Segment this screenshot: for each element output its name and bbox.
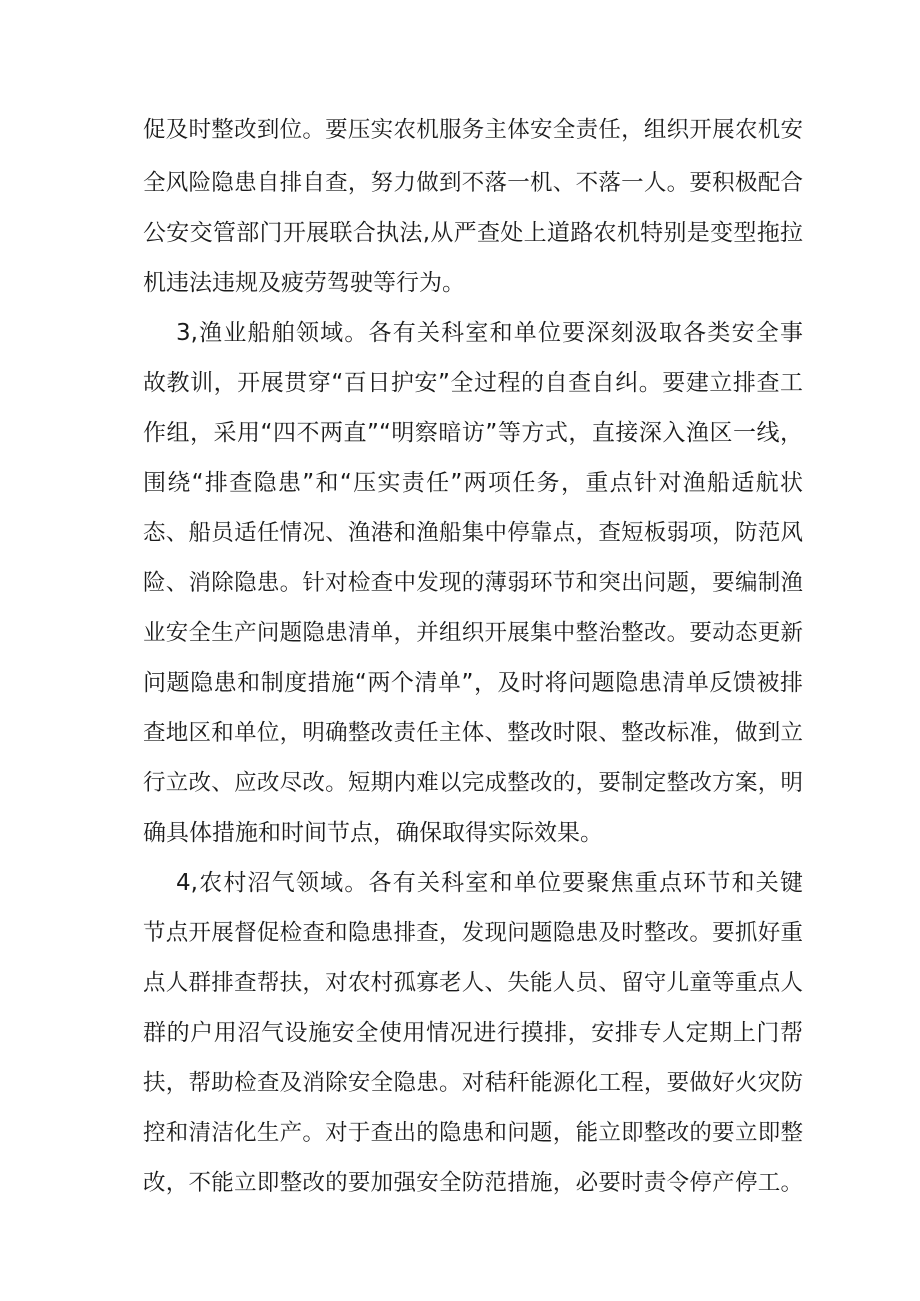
text-line: 改，不能立即整改的要加强安全防范措施，必要时责令停产停工。 xyxy=(143,1170,803,1196)
text-line: 确具体措施和时间节点，确保取得实际效果。 xyxy=(143,820,603,846)
text-line: 点人群排查帮扶，对农村孤寡老人、失能人员、留守儿童等重点人 xyxy=(143,970,803,996)
text-line: 问题隐患和制度措施“两个清单”，及时将问题隐患清单反馈被排 xyxy=(143,670,803,696)
text-line: 险、消除隐患。针对检查中发现的薄弱环节和突出问题，要编制渔 xyxy=(143,570,803,596)
text-line: 围绕“排查隐患”和“压实责任”两项任务，重点针对渔船适航状 xyxy=(143,470,803,496)
text-line: 全风险隐患自排自查，努力做到不落一机、不落一人。要积极配合 xyxy=(143,170,803,196)
text-line: 态、船员适任情况、渔港和渔船集中停靠点，查短板弱项，防范风 xyxy=(143,520,803,546)
text-line: 群的户用沼气设施安全使用情况进行摸排，安排专人定期上门帮 xyxy=(143,1020,803,1046)
section-heading-rural-biogas: 4,农村沼气领域。各有关科室和单位要聚焦重点环节和关键 xyxy=(176,870,803,896)
text-line: 查地区和单位，明确整改责任主体、整改时限、整改标准，做到立 xyxy=(143,720,803,746)
text-line: 行立改、应改尽改。短期内难以完成整改的，要制定整改方案，明 xyxy=(143,770,803,796)
section-heading-fishing-vessels: 3,渔业船舶领域。各有关科室和单位要深刻汲取各类安全事 xyxy=(176,320,803,346)
text-line: 机违法违规及疲劳驾驶等行为。 xyxy=(143,270,465,296)
text-line: 促及时整改到位。要压实农机服务主体安全责任，组织开展农机安 xyxy=(143,117,803,143)
text-line: 控和清洁化生产。对于查出的隐患和问题，能立即整改的要立即整 xyxy=(143,1120,803,1146)
text-line: 故教训，开展贯穿“百日护安”全过程的自查自纠。要建立排查工 xyxy=(143,370,803,396)
text-line: 作组，采用“四不两直”“明察暗访”等方式，直接深入渔区一线， xyxy=(143,420,803,446)
text-line: 节点开展督促检查和隐患排查，发现问题隐患及时整改。要抓好重 xyxy=(143,920,803,946)
text-line: 业安全生产问题隐患清单，并组织开展集中整治整改。要动态更新 xyxy=(143,620,803,646)
text-line: 公安交管部门开展联合执法,从严查处上道路农机特别是变型拖拉 xyxy=(143,220,803,246)
text-line: 扶，帮助检查及消除安全隐患。对秸秆能源化工程，要做好火灾防 xyxy=(143,1070,803,1096)
